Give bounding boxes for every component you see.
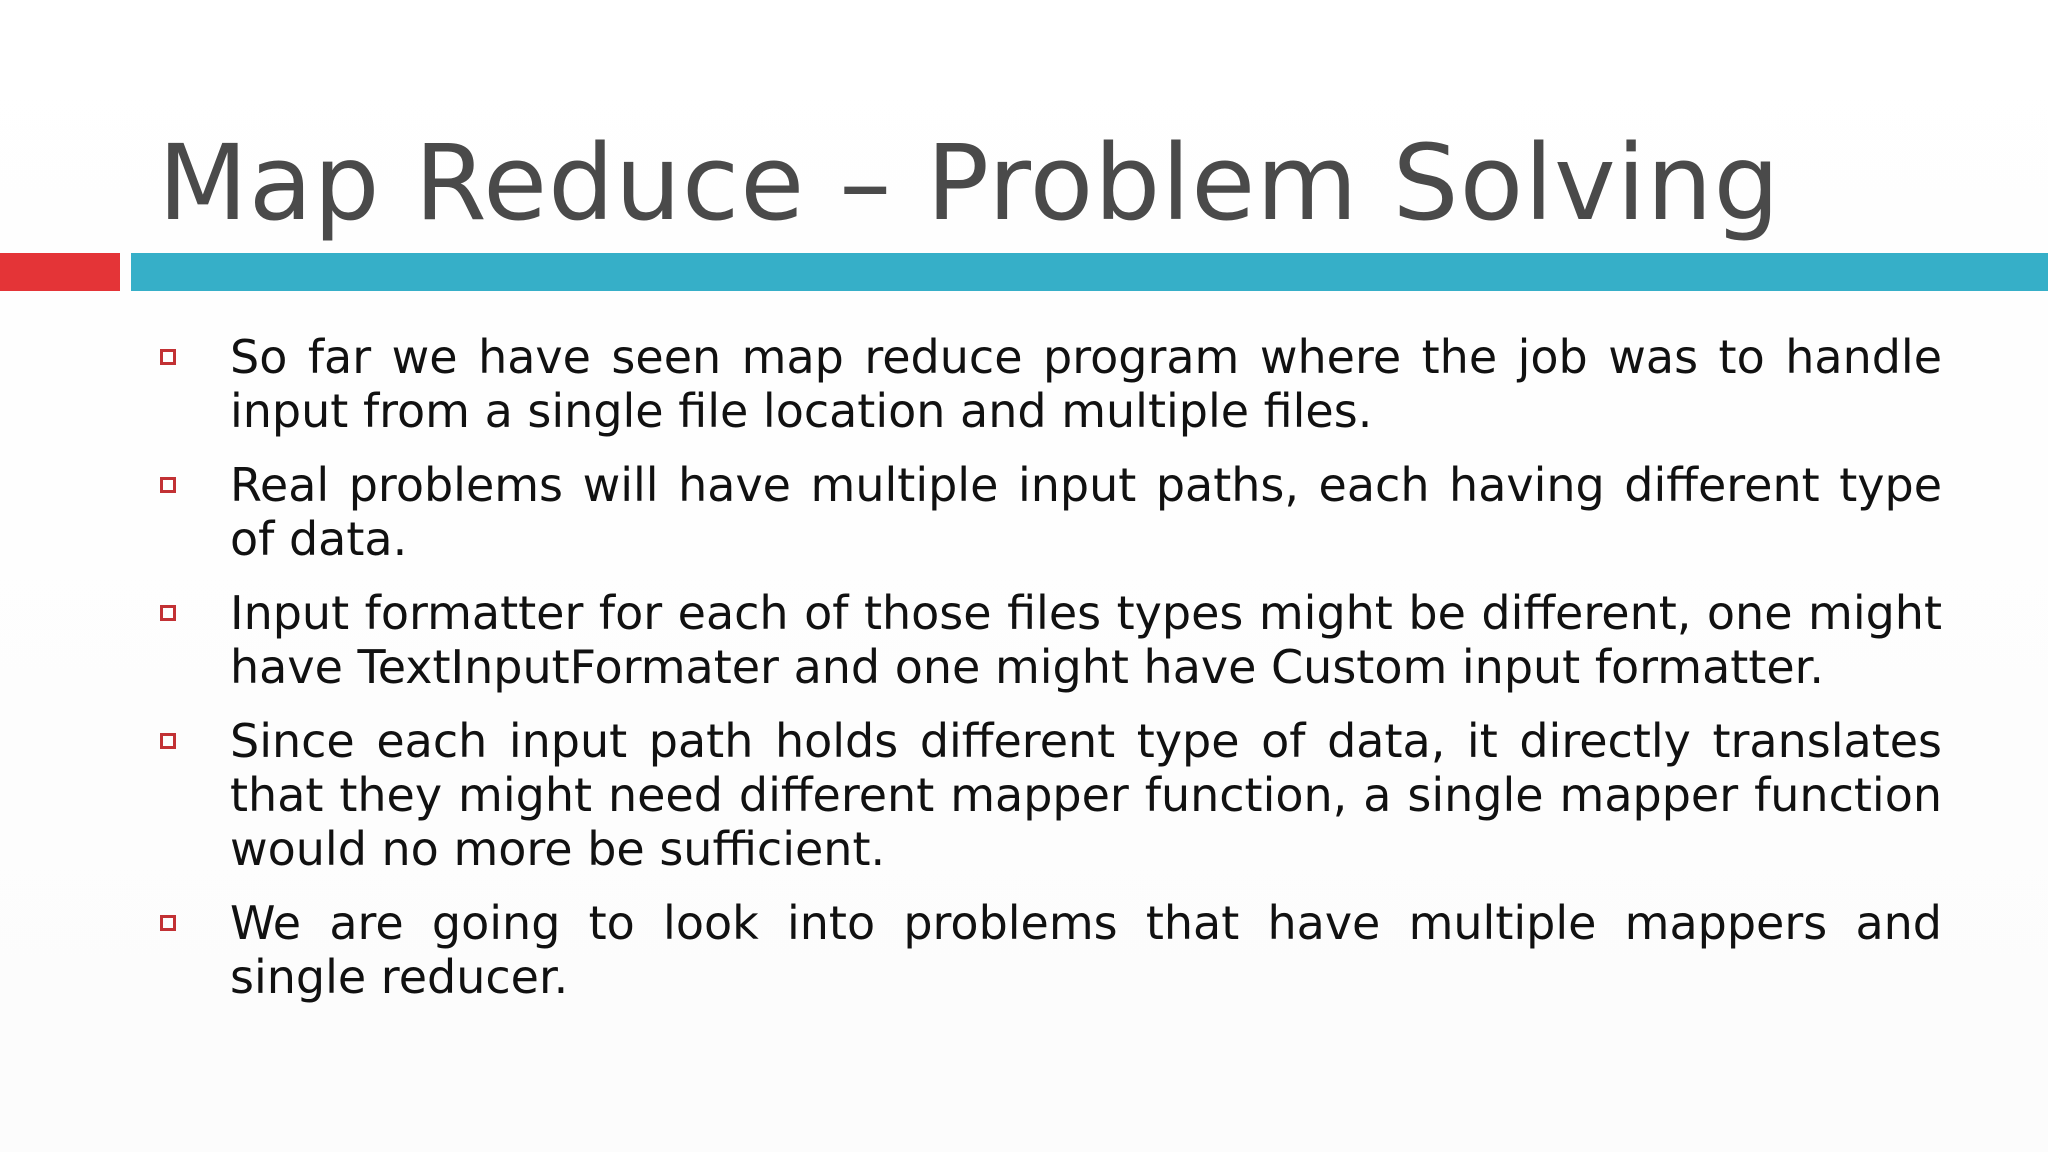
bullet-item — [160, 896, 1942, 1004]
hollow-square-icon — [160, 915, 176, 931]
hollow-square-icon — [160, 349, 176, 365]
bullet-text: Real problems will have multiple input paths, each having different type of data. — [230, 458, 1942, 566]
bullet-text: Input formatter for each of those files types might be different, one might have TextInputFormater and one might have Custom input formatter. — [230, 586, 1942, 694]
bullet-item — [160, 330, 1942, 438]
bullet-item — [160, 586, 1942, 694]
title-accent-teal-bar — [131, 253, 2048, 291]
slide-title: Map Reduce – Problem Solving — [158, 122, 1781, 244]
title-accent-red-bar — [0, 253, 120, 291]
bullet-text: We are going to look into problems that have multiple mappers and single reducer. — [230, 896, 1942, 1004]
hollow-square-icon — [160, 605, 176, 621]
bullet-text: Since each input path holds different type of data, it directly translates that they might need different mapper function, a single mapper function would no more be sufficient. — [230, 714, 1942, 876]
bullet-item — [160, 714, 1942, 876]
bullet-list — [160, 330, 1942, 1024]
hollow-square-icon — [160, 733, 176, 749]
bullet-text: So far we have seen map reduce program where the job was to handle input from a single file location and multiple files. — [230, 330, 1942, 438]
bullet-item — [160, 458, 1942, 566]
hollow-square-icon — [160, 477, 176, 493]
